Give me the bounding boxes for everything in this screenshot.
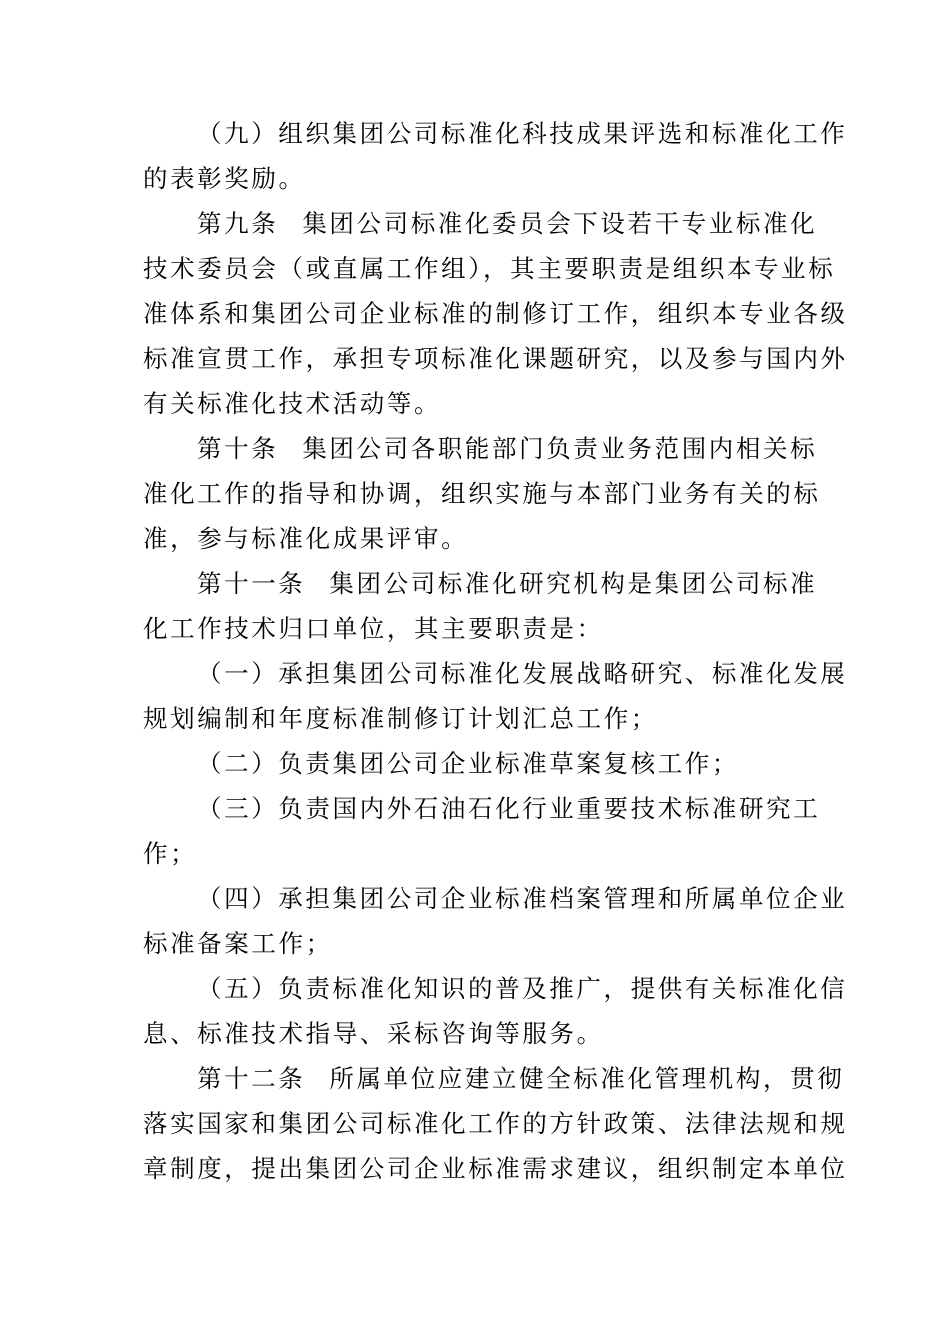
paragraph-line: 标准备案工作； [143,929,333,958]
article-number: 第九条 [197,209,279,238]
paragraph-line: 技术委员会（或直属工作组），其主要职责是组织本专业标 [143,254,836,283]
paragraph-line: 章制度，提出集团公司企业标准需求建议，组织制定本单位 [143,1154,848,1183]
paragraph-line: 的表彰奖励。 [143,164,306,193]
paragraph-line: 准，参与标准化成果评审。 [143,524,469,553]
paragraph-line: 作； [143,839,198,868]
article-text: 集团公司标准化委员会下设若干专业标准化 [302,209,818,238]
article-text: 集团公司标准化研究机构是集团公司标准 [329,569,818,598]
article-text: 集团公司各职能部门负责业务范围内相关标 [302,434,818,463]
article-line [197,1061,844,1097]
paragraph-line: 准化工作的指导和协调，组织实施与本部门业务有关的标 [143,479,821,508]
article-number: 第十条 [197,434,279,463]
paragraph-line: （九）组织集团公司标准化科技成果评选和标准化工作 [197,119,848,148]
article-number: 第十二条 [197,1064,306,1093]
list-item-line: （一）承担集团公司标准化发展战略研究、标准化发展 [197,659,848,688]
list-item-line: （五）负责标准化知识的普及推广，提供有关标准化信 [197,974,848,1003]
paragraph-line: 落实国家和集团公司标准化工作的方针政策、法律法规和规 [143,1109,848,1138]
article-line [197,206,817,242]
paragraph-line: 标准宣贯工作，承担专项标准化课题研究，以及参与国内外 [143,344,848,373]
article-number: 第十一条 [197,569,306,598]
paragraph-line: 准体系和集团公司企业标准的制修订工作，组织本专业各级 [143,299,848,328]
list-item-line: （四）承担集团公司企业标准档案管理和所属单位企业 [197,884,848,913]
paragraph-line: 有关标准化技术活动等。 [143,389,442,418]
article-line [197,566,817,602]
list-item-line: （三）负责国内外石油石化行业重要技术标准研究工 [197,794,821,823]
article-line [197,431,817,467]
list-item-line: （二）负责集团公司企业标准草案复核工作； [197,749,739,778]
paragraph-line: 息、标准技术指导、采标咨询等服务。 [143,1019,604,1048]
paragraph-line: 规划编制和年度标准制修订计划汇总工作； [143,704,658,733]
paragraph-line: 化工作技术归口单位，其主要职责是： [143,614,604,643]
article-text: 所属单位应建立健全标准化管理机构，贯彻 [329,1064,845,1093]
